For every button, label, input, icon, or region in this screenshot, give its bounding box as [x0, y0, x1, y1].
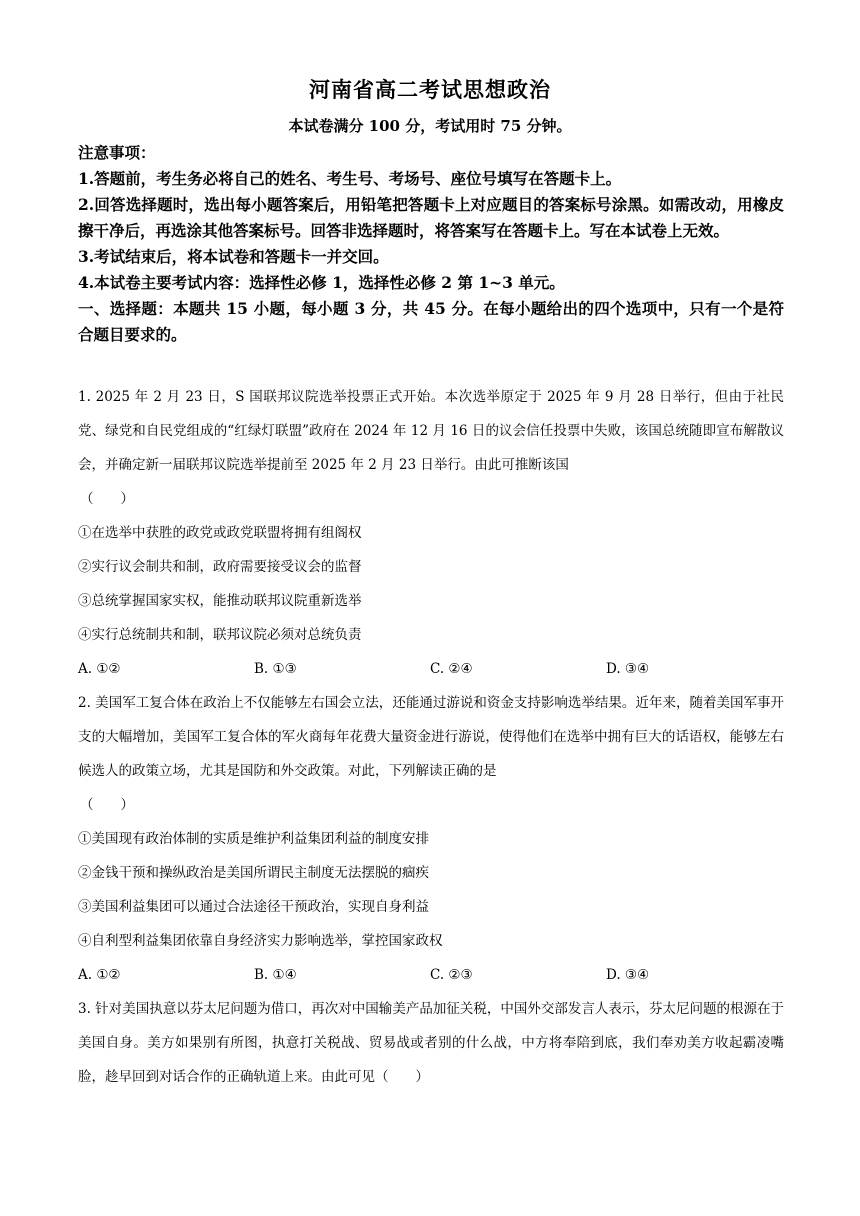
question-2	[78, 686, 784, 992]
notes-section	[78, 140, 784, 348]
note-item: 1.答题前，考生务必将自己的姓名、考生号、考场号、座位号填写在答题卡上。	[78, 169, 622, 188]
option-b: B. ①③	[254, 661, 297, 677]
option-b: B. ①④	[254, 967, 297, 983]
question-stem: 3. 针对美国执意以芬太尼问题为借口，再次对中国输美产品加征关税，中国外交部发言人表示，芬太尼问题的根源在于美国自身。美方如果别有所图，执意打关税战、贸易战或者别的什么战，中方将奉陪到底，我们奉劝美方收起霸凌嘴脸，趁早回到对话合作的正确轨道上来。由此可见（ ）	[78, 1001, 784, 1085]
statement: ①美国现有政治体制的实质是维护利益集团利益的制度安排	[78, 831, 429, 847]
statement: ④自利型利益集团依靠自身经济实力影响选举，掌控国家政权	[78, 933, 443, 949]
option-a: A. ①②	[78, 967, 121, 983]
section-heading: 一、选择题：本题共 15 小题，每小题 3 分，共 45 分。在每小题给出的四个选项中，只有一个是符合题目要求的。	[78, 299, 784, 344]
answer-options	[78, 652, 784, 686]
page-title: 河南省高二考试思想政治	[309, 77, 551, 102]
option-c: C. ②④	[430, 661, 473, 677]
question-3	[78, 992, 784, 1094]
exam-info: 本试卷满分 100 分，考试用时 75 分钟。	[288, 117, 572, 135]
note-item: 3.考试结束后，将本试卷和答题卡一并交回。	[78, 247, 389, 266]
question-stem: 1. 2025 年 2 月 23 日，S 国联邦议院选举投票正式开始。本次选举原定于 2025 年 9 月 28 日举行，但由于社民党、绿党和自民党组成的“红绿灯联盟”政府在 2024 年 12 月 16 日的议会信任投票中失败，该国总统随即宣布解散议会，并确定新一届联邦议院选举提前至 2025 年 2 月 23 日举行。由此可推断该国	[78, 389, 784, 473]
answer-parenthesis: （ ）	[80, 797, 134, 813]
statement: ④实行总统制共和制，联邦议院必须对总统负责	[78, 627, 362, 643]
question-stem: 2. 美国军工复合体在政治上不仅能够左右国会立法，还能通过游说和资金支持影响选举结果。近年来，随着美国军事开支的大幅增加，美国军工复合体的军火商每年花费大量资金进行游说，使得他们在选举中拥有巨大的话语权，能够左右候选人的政策立场，尤其是国防和外交政策。对此，下列解读正确的是	[78, 695, 784, 779]
statement: ①在选举中获胜的政党或政党联盟将拥有组阁权	[78, 525, 362, 541]
note-item: 4.本试卷主要考试内容：选择性必修 1，选择性必修 2 第 1~3 单元。	[78, 273, 565, 292]
question-1	[78, 380, 784, 686]
statement: ③美国利益集团可以通过合法途径干预政治，实现自身利益	[78, 899, 429, 915]
option-a: A. ①②	[78, 661, 121, 677]
answer-options	[78, 958, 784, 992]
note-item: 2.回答选择题时，选出每小题答案后，用铅笔把答题卡上对应题目的答案标号涂黑。如需改动，用橡皮擦干净后，再选涂其他答案标号。回答非选择题时，将答案写在答题卡上。写在本试卷上无效。	[78, 195, 784, 240]
option-d: D. ③④	[606, 967, 650, 983]
statement: ③总统掌握国家实权，能推动联邦议院重新选举	[78, 593, 362, 609]
questions-section	[78, 380, 784, 1094]
answer-parenthesis: （ ）	[80, 491, 134, 507]
option-c: C. ②③	[430, 967, 473, 983]
notes-heading: 注意事项：	[78, 143, 156, 162]
statement: ②金钱干预和操纵政治是美国所谓民主制度无法摆脱的痼疾	[78, 865, 429, 881]
statement: ②实行议会制共和制，政府需要接受议会的监督	[78, 559, 362, 575]
option-d: D. ③④	[606, 661, 650, 677]
